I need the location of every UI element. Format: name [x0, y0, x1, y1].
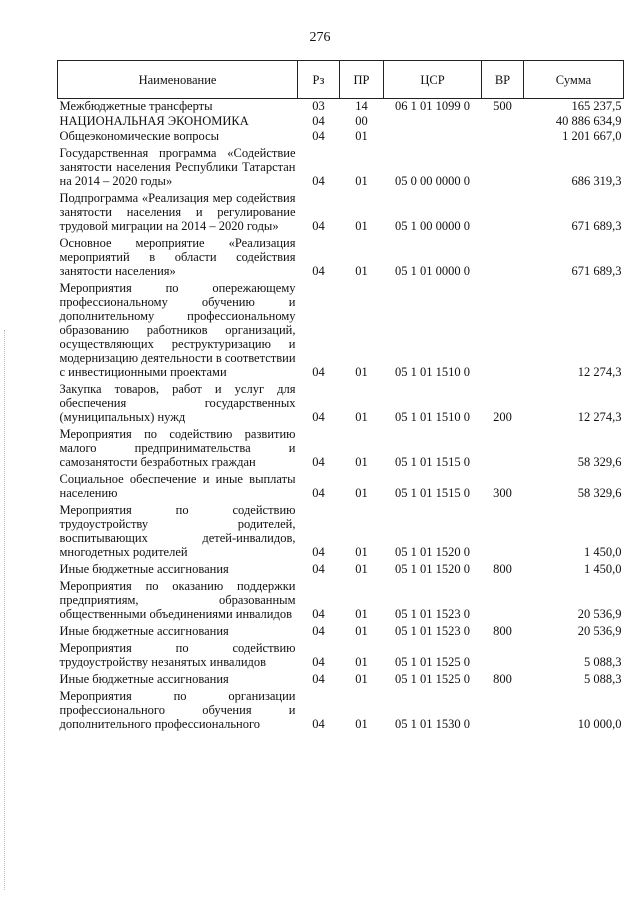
- table-row: [58, 146, 624, 191]
- row-csr: 06 1 01 1099 0: [395, 99, 470, 113]
- row-csr: 05 1 01 1520 0: [395, 562, 470, 576]
- table-row: [58, 562, 624, 579]
- row-pr: 00: [355, 114, 368, 128]
- row-vr: [482, 579, 524, 624]
- row-name: НАЦИОНАЛЬНАЯ ЭКОНОМИКА: [59, 114, 249, 128]
- row-rz: 04: [312, 264, 325, 278]
- row-sum: 165 237,5: [571, 99, 622, 113]
- table-row: [58, 503, 624, 562]
- row-rz: 04: [312, 717, 325, 731]
- row-sum: 1 450,0: [584, 545, 622, 559]
- table-row: [58, 641, 624, 672]
- header-vr: ВР: [482, 61, 524, 99]
- row-csr: 05 1 01 1510 0: [395, 410, 470, 424]
- row-vr: [482, 129, 524, 146]
- header-rz: Рз: [298, 61, 340, 99]
- row-csr: [384, 114, 482, 129]
- header-name: Наименование: [58, 61, 298, 99]
- budget-table: [57, 60, 624, 734]
- table-row: [58, 579, 624, 624]
- row-pr: 01: [355, 624, 368, 638]
- row-pr: 01: [355, 365, 368, 379]
- row-csr: 05 1 01 1530 0: [395, 717, 470, 731]
- row-rz: 04: [312, 672, 325, 686]
- row-csr: 05 1 01 1523 0: [395, 607, 470, 621]
- row-vr: [482, 689, 524, 734]
- row-vr: [482, 191, 524, 236]
- row-rz: 04: [312, 410, 325, 424]
- row-vr: [482, 146, 524, 191]
- scan-margin-dots: [4, 330, 6, 890]
- row-sum: 20 536,9: [577, 607, 622, 621]
- row-rz: 04: [312, 655, 325, 669]
- row-rz: 04: [312, 174, 325, 188]
- row-pr: 01: [355, 264, 368, 278]
- row-pr: 14: [355, 99, 368, 113]
- table-row: [58, 672, 624, 689]
- row-name: Мероприятия по содействию трудоустройству незанятых инвалидов: [59, 641, 296, 669]
- row-pr: 01: [355, 174, 368, 188]
- row-sum: 58 329,6: [577, 455, 622, 469]
- row-vr: 800: [493, 562, 512, 576]
- row-sum: 5 088,3: [584, 672, 622, 686]
- row-csr: 05 1 01 1520 0: [395, 545, 470, 559]
- row-csr: 05 1 01 1525 0: [395, 672, 470, 686]
- row-name: Иные бюджетные ассигнования: [59, 624, 229, 638]
- row-name: Мероприятия по содействию развитию малого предпринимательства и самозанятости безработных граждан: [59, 427, 296, 469]
- table-row: [58, 472, 624, 503]
- row-sum: 671 689,3: [571, 264, 622, 278]
- row-vr: 800: [493, 624, 512, 638]
- row-pr: 01: [355, 607, 368, 621]
- table-row: [58, 689, 624, 734]
- row-csr: 05 0 00 0000 0: [395, 174, 470, 188]
- row-csr: 05 1 01 0000 0: [395, 264, 470, 278]
- table-row: [58, 281, 624, 382]
- row-rz: 04: [312, 624, 325, 638]
- row-vr: [482, 641, 524, 672]
- row-rz: 04: [312, 607, 325, 621]
- table-row: [58, 624, 624, 641]
- row-sum: 12 274,3: [577, 410, 622, 424]
- row-vr: [482, 281, 524, 382]
- row-vr: [482, 427, 524, 472]
- row-sum: 671 689,3: [571, 219, 622, 233]
- row-sum: 1 450,0: [584, 562, 622, 576]
- row-sum: 58 329,6: [577, 486, 622, 500]
- table-row: [58, 191, 624, 236]
- row-name: Закупка товаров, работ и услуг для обеспечения государственных (муниципальных) нужд: [59, 382, 296, 424]
- row-sum: 12 274,3: [577, 365, 622, 379]
- table-row: [58, 99, 624, 115]
- row-rz: 04: [312, 365, 325, 379]
- row-name: Мероприятия по оказанию поддержки предприятиям, образованным общественными объединениями инвалидов: [59, 579, 296, 621]
- row-rz: 04: [312, 219, 325, 233]
- row-csr: 05 1 01 1515 0: [395, 455, 470, 469]
- row-sum: 40 886 634,9: [555, 114, 622, 128]
- header-pr: ПР: [340, 61, 384, 99]
- table-row: [58, 382, 624, 427]
- row-vr: 800: [493, 672, 512, 686]
- row-sum: 5 088,3: [584, 655, 622, 669]
- row-pr: 01: [355, 672, 368, 686]
- row-name: Основное мероприятие «Реализация мероприятий в области содействия занятости населения»: [59, 236, 296, 278]
- row-sum: 686 319,3: [571, 174, 622, 188]
- row-rz: 04: [312, 486, 325, 500]
- table-row: [58, 427, 624, 472]
- row-name: Социальное обеспечение и иные выплаты населению: [59, 472, 296, 500]
- row-pr: 01: [355, 562, 368, 576]
- page-number: 276: [309, 30, 331, 45]
- row-vr: 300: [493, 486, 512, 500]
- row-pr: 01: [355, 219, 368, 233]
- row-csr: 05 1 00 0000 0: [395, 219, 470, 233]
- row-pr: 01: [355, 655, 368, 669]
- row-pr: 01: [355, 129, 368, 143]
- row-pr: 01: [355, 410, 368, 424]
- row-name: Иные бюджетные ассигнования: [59, 672, 229, 686]
- row-rz: 04: [312, 114, 325, 128]
- row-rz: 03: [312, 99, 325, 113]
- row-name: Мероприятия по содействию трудоустройству родителей, воспитывающих детей-инвалидов, многодетных родителей: [59, 503, 296, 559]
- table-header: [58, 61, 624, 99]
- row-name: Иные бюджетные ассигнования: [59, 562, 229, 576]
- row-name: Подпрограмма «Реализация мер содействия занятости населения и регулирование трудовой миграции на 2014 – 2020 годы»: [59, 191, 296, 233]
- row-name: Общеэкономические вопросы: [59, 129, 220, 143]
- table-row: [58, 129, 624, 146]
- row-sum: 10 000,0: [577, 717, 622, 731]
- row-csr: 05 1 01 1515 0: [395, 486, 470, 500]
- table-row: [58, 114, 624, 129]
- row-pr: 01: [355, 455, 368, 469]
- table-row: [58, 236, 624, 281]
- row-vr: 200: [493, 410, 512, 424]
- row-vr: [482, 114, 524, 129]
- row-name: Мероприятия по организации профессионального обучения и дополнительного профессионального: [59, 689, 296, 731]
- row-name: Межбюджетные трансферты: [59, 99, 213, 113]
- row-name: Государственная программа «Содействие занятости населения Республики Татарстан на 2014 – 2020 годы»: [59, 146, 296, 188]
- row-csr: 05 1 01 1510 0: [395, 365, 470, 379]
- row-csr: 05 1 01 1523 0: [395, 624, 470, 638]
- row-rz: 04: [312, 545, 325, 559]
- row-pr: 01: [355, 486, 368, 500]
- row-vr: 500: [493, 99, 512, 113]
- row-pr: 01: [355, 717, 368, 731]
- row-rz: 04: [312, 562, 325, 576]
- row-csr: 05 1 01 1525 0: [395, 655, 470, 669]
- row-sum: 20 536,9: [577, 624, 622, 638]
- row-name: Мероприятия по опережающему профессиональному обучению и дополнительному профессиональному образованию работников организаций, осуществляющих реструктуризацию и модернизацию деятельности в соответствии с инвестиционными проектами: [59, 281, 296, 379]
- row-sum: 1 201 667,0: [562, 129, 622, 143]
- row-rz: 04: [312, 129, 325, 143]
- header-sum: Сумма: [524, 61, 624, 99]
- row-csr: [384, 129, 482, 146]
- row-rz: 04: [312, 455, 325, 469]
- row-vr: [482, 503, 524, 562]
- row-pr: 01: [355, 545, 368, 559]
- row-vr: [482, 236, 524, 281]
- header-csr: ЦСР: [384, 61, 482, 99]
